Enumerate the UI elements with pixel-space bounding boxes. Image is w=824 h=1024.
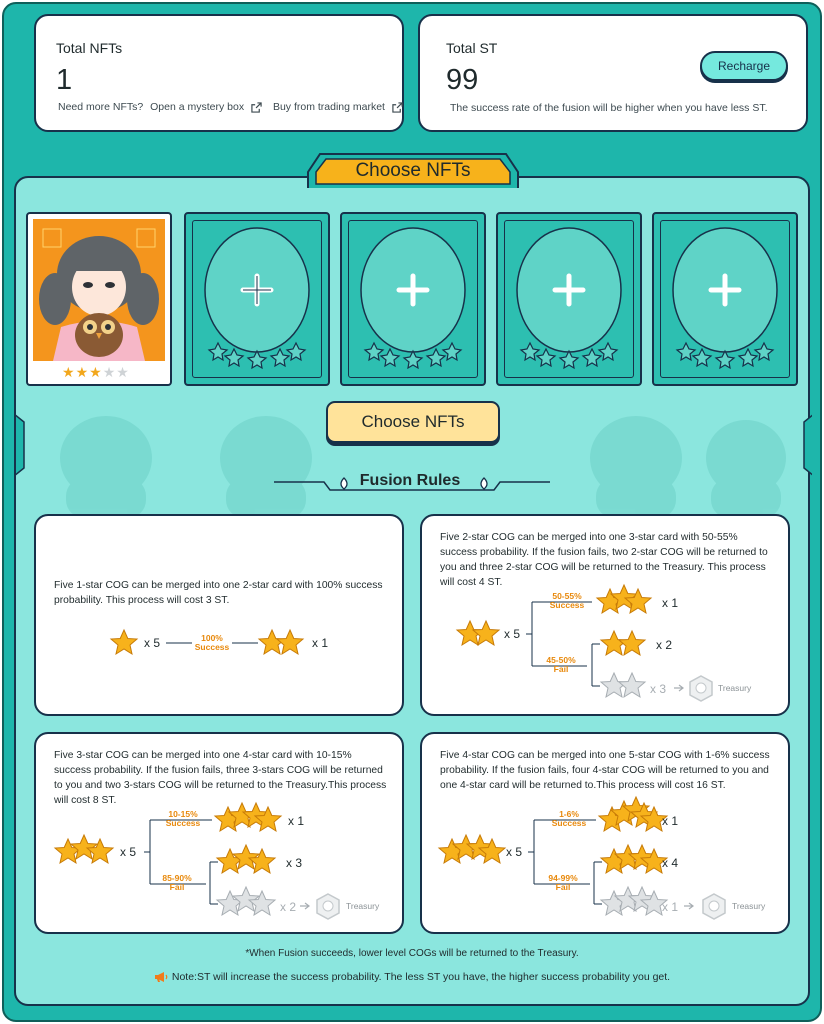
empty-nft-slot[interactable] (496, 212, 642, 386)
fail-percent: 94-99% (548, 873, 578, 883)
empty-nft-slot[interactable] (184, 212, 330, 386)
success-label: Success (165, 818, 201, 828)
choose-tab-title: Choose NFTs (355, 160, 471, 181)
megaphone-icon (154, 971, 168, 983)
add-icon (652, 212, 798, 386)
nft-links (58, 101, 411, 113)
st-note: The success rate of the fusion will be higher when you have less ST. (450, 102, 768, 114)
fail-label: Fail (553, 664, 569, 674)
success-rate-label (546, 810, 592, 828)
fail-percent: 85-90% (162, 873, 192, 883)
external-link-icon[interactable] (392, 102, 403, 113)
rule-description: Five 2-star COG can be merged into one 3-star card with 50-55% success probability. If the fusion fails, two 2-star COG will be returned to you and three 2-star COG will be returned to the Treasury. This process will cost 4 ST. (440, 532, 768, 588)
success-rate-label (544, 592, 590, 610)
success-rate-label (192, 634, 232, 652)
external-link-icon[interactable] (251, 102, 262, 113)
nft-star-rating: ★★★★★ (62, 364, 130, 380)
total-nfts-card (34, 14, 404, 132)
returned-count: x 2 (656, 638, 673, 652)
treasury-count: x 1 (662, 900, 679, 914)
add-icon (340, 212, 486, 386)
success-label: Success (549, 600, 585, 610)
rule-description: Five 3-star COG can be merged into one 4-star card with 10-15% success probability. If the fusion fails, three 3-stars COG will be returned to you and two 3-stars COG will be returned to the Treasury.This process will cost 8 ST. (54, 750, 387, 806)
success-percent: 50-55% (552, 591, 582, 601)
rule-description: Five 1-star COG can be merged into one 2-star card with 100% success probability. This process will cost 3 ST. (54, 580, 383, 606)
total-st-value: 99 (446, 64, 479, 96)
fail-rate-label (154, 874, 200, 892)
st-note-text: Note:ST will increase the success probability. The less ST you have, the higher success probability you get. (171, 971, 671, 983)
empty-nft-slot[interactable] (652, 212, 798, 386)
treasury-label: Treasury (718, 683, 752, 693)
success-label: Success (194, 642, 230, 652)
total-nfts-value: 1 (56, 64, 73, 96)
fail-percent: 45-50% (546, 655, 576, 665)
rule-description: Five 4-star COG can be merged into one 5-star COG with 1-6% success probability. If the fusion fails, four 4-star COG will be returned to you and one 4-star card will be returned to.This process will cost 16 ST. (440, 750, 770, 791)
rule-card-2-star (420, 514, 790, 716)
fail-rate-label (538, 656, 584, 674)
fail-label: Fail (169, 882, 185, 892)
treasury-count: x 3 (650, 682, 667, 696)
treasury-count: x 2 (280, 900, 297, 914)
treasury-label: Treasury (346, 901, 380, 911)
success-output-count: x 1 (662, 596, 679, 610)
total-nfts-label: Total NFTs (56, 40, 123, 56)
total-st-card (418, 14, 808, 132)
success-percent: 10-15% (168, 809, 198, 819)
input-count: x 5 (144, 636, 161, 650)
choose-nfts-button[interactable]: Choose NFTs (326, 401, 500, 443)
add-icon (496, 212, 642, 386)
input-count: x 5 (506, 845, 523, 859)
selected-nft-card[interactable] (26, 212, 172, 386)
recharge-button[interactable]: Recharge (700, 51, 788, 81)
nft-slots (26, 212, 796, 388)
input-count: x 5 (504, 627, 521, 641)
success-label: Success (551, 818, 587, 828)
treasury-label: Treasury (732, 901, 766, 911)
success-percent: 100% (201, 633, 223, 643)
empty-nft-slot[interactable] (340, 212, 486, 386)
rule-card-1-star (34, 514, 404, 716)
need-more-text: Need more NFTs? (58, 101, 144, 114)
footnote: *When Fusion succeeds, lower level COGs will be returned to the Treasury. (245, 948, 579, 959)
mystery-box-link[interactable]: Open a mystery box (150, 101, 245, 114)
fail-label: Fail (555, 882, 571, 892)
nft-portrait (33, 219, 165, 361)
trading-market-link[interactable]: Buy from trading market (272, 101, 385, 114)
success-output-count: x 1 (288, 814, 305, 828)
success-output-count: x 1 (662, 814, 679, 828)
output-count: x 1 (312, 636, 329, 650)
fusion-diagram (36, 516, 406, 718)
input-count: x 5 (120, 845, 137, 859)
total-st-label: Total ST (446, 40, 498, 56)
fusion-rules-title: Fusion Rules (359, 472, 461, 489)
returned-count: x 3 (286, 856, 303, 870)
returned-count: x 4 (662, 856, 679, 870)
add-icon (184, 212, 330, 386)
success-rate-label (160, 810, 206, 828)
success-percent: 1-6% (559, 809, 579, 819)
fail-rate-label (540, 874, 586, 892)
rule-card-3-star (34, 732, 404, 934)
rule-card-4-star (420, 732, 790, 934)
st-info-note (0, 971, 824, 983)
